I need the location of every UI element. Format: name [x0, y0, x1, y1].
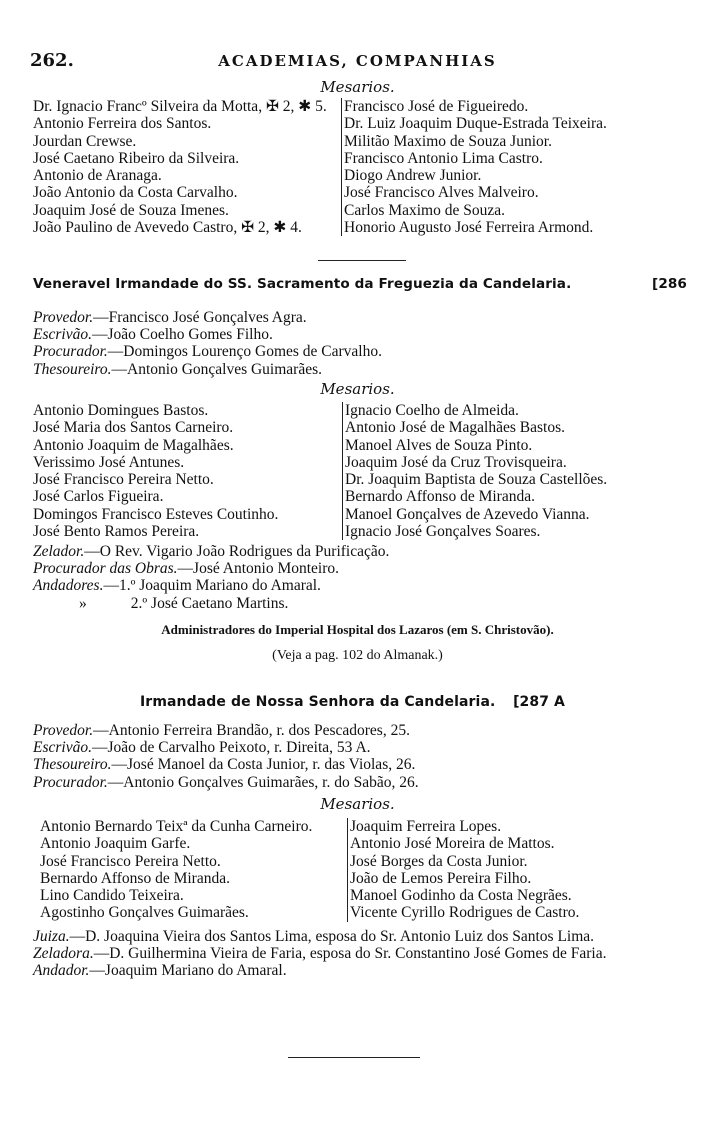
role-line: [33, 560, 389, 577]
page-header: [30, 50, 685, 74]
list-item: João Paulino de Avevedo Castro, ✠ 2, ✱ 4.: [33, 219, 302, 237]
list-item: Antonio de Aranaga.: [33, 167, 162, 185]
officer-label: Thesoureiro.: [33, 756, 112, 774]
role-name: —D. Joaquina Vieira dos Santos Lima, esposa do Sr. Antonio Luiz dos Santos Lima.: [69, 928, 595, 945]
list-item: Militão Maximo de Souza Junior.: [344, 132, 552, 150]
list-item: Antonio Joaquim de Magalhães.: [33, 436, 234, 454]
role-label: Andador.: [33, 962, 90, 979]
list-item: José Francisco Pereira Netto.: [33, 471, 214, 489]
officer-name: —José Manoel da Costa Junior, r. das Violas, 26.: [111, 756, 416, 774]
list-item: Manoel Alves de Souza Pinto.: [345, 436, 533, 454]
list-item: Ignacio José Gonçalves Soares.: [345, 523, 541, 541]
section-286-roles: [33, 543, 389, 612]
list-item: Manoel Gonçalves de Azevedo Vianna.: [345, 505, 590, 523]
list-item: Antonio José Moreira de Mattos.: [350, 835, 555, 853]
section-number: [286: [652, 276, 687, 292]
list-item: João Antonio da Costa Carvalho.: [33, 184, 238, 202]
divider: [318, 260, 406, 261]
list-item: Lino Candido Teixeira.: [40, 887, 184, 905]
list-item: Carlos Maximo de Souza.: [344, 201, 506, 219]
officer-label: Escrivão.: [33, 326, 92, 344]
mesarios-columns-1: [33, 98, 685, 236]
list-item: João de Lemos Pereira Filho.: [350, 869, 532, 887]
mesarios-columns-3: [40, 818, 692, 922]
list-item: José Caetano Ribeiro da Silveira.: [33, 149, 240, 167]
role-label: Zelador.: [33, 543, 85, 560]
page-number: 262.: [30, 50, 74, 71]
list-item: Dr. Luiz Joaquim Duque-Estrada Teixeira.: [344, 115, 607, 133]
list-item: Francisco Antonio Lima Castro.: [344, 149, 543, 167]
juiza-entry: [33, 928, 667, 945]
officer-line: [33, 739, 419, 756]
running-title: ACADEMIAS, COMPANHIAS: [218, 52, 497, 70]
officer-name: —Antonio Gonçalves Guimarães.: [111, 360, 323, 378]
officer-line: [33, 361, 382, 378]
list-item: José Carlos Figueira.: [33, 488, 164, 506]
officer-name: —Domingos Lourenço Gomes de Carvalho.: [107, 343, 382, 361]
officers-287: [33, 722, 419, 791]
list-item: Antonio Ferreira dos Santos.: [33, 115, 212, 133]
mesarios-right-2: [342, 402, 607, 540]
section-title-286: [33, 276, 687, 292]
list-item: Dr. Joaquim Baptista de Souza Castellões.: [345, 471, 608, 489]
officer-label: Escrivão.: [33, 739, 92, 757]
andador-entry: [33, 962, 667, 979]
admin-reference: (Veja a pag. 102 do Almanak.): [272, 648, 443, 663]
role-line: [33, 543, 389, 560]
list-item: Joaquim Ferreira Lopes.: [350, 818, 502, 835]
list-item: José Bento Ramos Pereira.: [33, 523, 200, 541]
list-item: José Francisco Alves Malveiro.: [344, 184, 539, 202]
list-item: Ignacio Coelho de Almeida.: [345, 402, 519, 419]
divider: [288, 1057, 420, 1058]
mesarios-heading-3: Mesarios.: [320, 795, 395, 813]
officer-label: Procurador.: [33, 773, 108, 791]
mesarios-heading-2: Mesarios.: [320, 380, 395, 398]
zeladora-entry: [33, 945, 667, 962]
list-item: Manoel Godinho da Costa Negrães.: [350, 887, 572, 905]
officer-name: —João Coelho Gomes Filho.: [91, 326, 273, 344]
role-line: [33, 577, 389, 594]
list-item: José Francisco Pereira Netto.: [40, 852, 221, 870]
officer-label: Provedor.: [33, 722, 94, 739]
list-item: Antonio Domingues Bastos.: [33, 402, 209, 419]
officer-label: Provedor.: [33, 309, 94, 326]
mesarios-heading-1: Mesarios.: [320, 78, 395, 96]
list-item: Domingos Francisco Esteves Coutinho.: [33, 505, 279, 523]
role-name: —José Antonio Monteiro.: [177, 560, 340, 578]
list-item: Joaquim José da Cruz Trovisqueira.: [345, 453, 567, 471]
list-item: Joaquim José de Souza Imenes.: [33, 201, 229, 219]
officers-286: [33, 309, 382, 378]
mesarios-left-2: [33, 402, 342, 540]
officer-line: [33, 774, 419, 791]
list-item: Bernardo Affonso de Miranda.: [40, 869, 230, 887]
ditto-mark: »: [79, 594, 87, 612]
role-label: Juiza.: [33, 928, 70, 945]
officer-label: Procurador.: [33, 343, 108, 361]
role-name: —Joaquim Mariano do Amaral.: [89, 962, 287, 979]
mesarios-right-1: [341, 98, 607, 236]
list-item: Verissimo José Antunes.: [33, 453, 185, 471]
mesarios-columns-2: [33, 402, 685, 540]
list-item: Antonio Joaquim Garfe.: [40, 835, 191, 853]
section-title-text: Veneravel Irmandade do SS. Sacramento da Freguezia da Candelaria.: [33, 276, 572, 292]
role-label: Andadores.: [33, 577, 104, 595]
role-name: —D. Guilhermina Vieira de Faria, esposa do Sr. Constantino José Gomes de Faria.: [93, 945, 607, 962]
role-line: [33, 595, 389, 612]
officer-line: [33, 722, 419, 739]
mesarios-right-3: [347, 818, 579, 922]
mesarios-left-1: [33, 98, 341, 236]
officer-name: —João de Carvalho Peixoto, r. Direita, 53 A.: [91, 739, 371, 757]
list-item: José Borges da Costa Junior.: [350, 852, 528, 870]
role-name: —O Rev. Vigario João Rodrigues da Purificação.: [84, 543, 390, 560]
list-item: Honorio Augusto José Ferreira Armond.: [344, 219, 594, 237]
list-item: Vicente Cyrillo Rodrigues de Castro.: [350, 904, 580, 922]
role-name: 2.º José Caetano Martins.: [130, 594, 289, 612]
list-item: Dr. Ignacio Francº Silveira da Motta, ✠ 2, ✱ 5.: [33, 98, 327, 115]
list-item: Francisco José de Figueiredo.: [344, 98, 529, 115]
list-item: Jourdan Crewse.: [33, 132, 137, 150]
list-item: Antonio José de Magalhães Bastos.: [345, 419, 565, 437]
officer-line: [33, 309, 382, 326]
officer-line: [33, 343, 382, 360]
role-label: Zeladora.: [33, 945, 94, 962]
section-287-roles: [33, 928, 667, 979]
list-item: José Maria dos Santos Carneiro.: [33, 419, 234, 437]
officer-label: Thesoureiro.: [33, 360, 112, 378]
officer-name: —Francisco José Gonçalves Agra.: [93, 309, 307, 326]
mesarios-left-3: [40, 818, 347, 922]
section-number: [287 A: [513, 694, 565, 710]
section-title-287: [140, 694, 565, 710]
section-title-text: Irmandade de Nossa Senhora da Candelaria.: [140, 694, 496, 710]
officer-name: —Antonio Ferreira Brandão, r. dos Pescadores, 25.: [93, 722, 410, 739]
list-item: Antonio Bernardo Teixª da Cunha Carneiro.: [40, 818, 313, 835]
role-name: —1.º Joaquim Mariano do Amaral.: [103, 577, 321, 595]
list-item: Agostinho Gonçalves Guimarães.: [40, 904, 249, 922]
list-item: Diogo Andrew Junior.: [344, 167, 482, 185]
admin-heading: Administradores do Imperial Hospital dos Lazaros (em S. Christovão).: [161, 622, 554, 637]
officer-line: [33, 756, 419, 773]
list-item: Bernardo Affonso de Miranda.: [345, 488, 535, 506]
officer-line: [33, 326, 382, 343]
role-label: Procurador das Obras.: [33, 560, 178, 578]
officer-name: —Antonio Gonçalves Guimarães, r. do Sabão, 26.: [107, 773, 419, 791]
